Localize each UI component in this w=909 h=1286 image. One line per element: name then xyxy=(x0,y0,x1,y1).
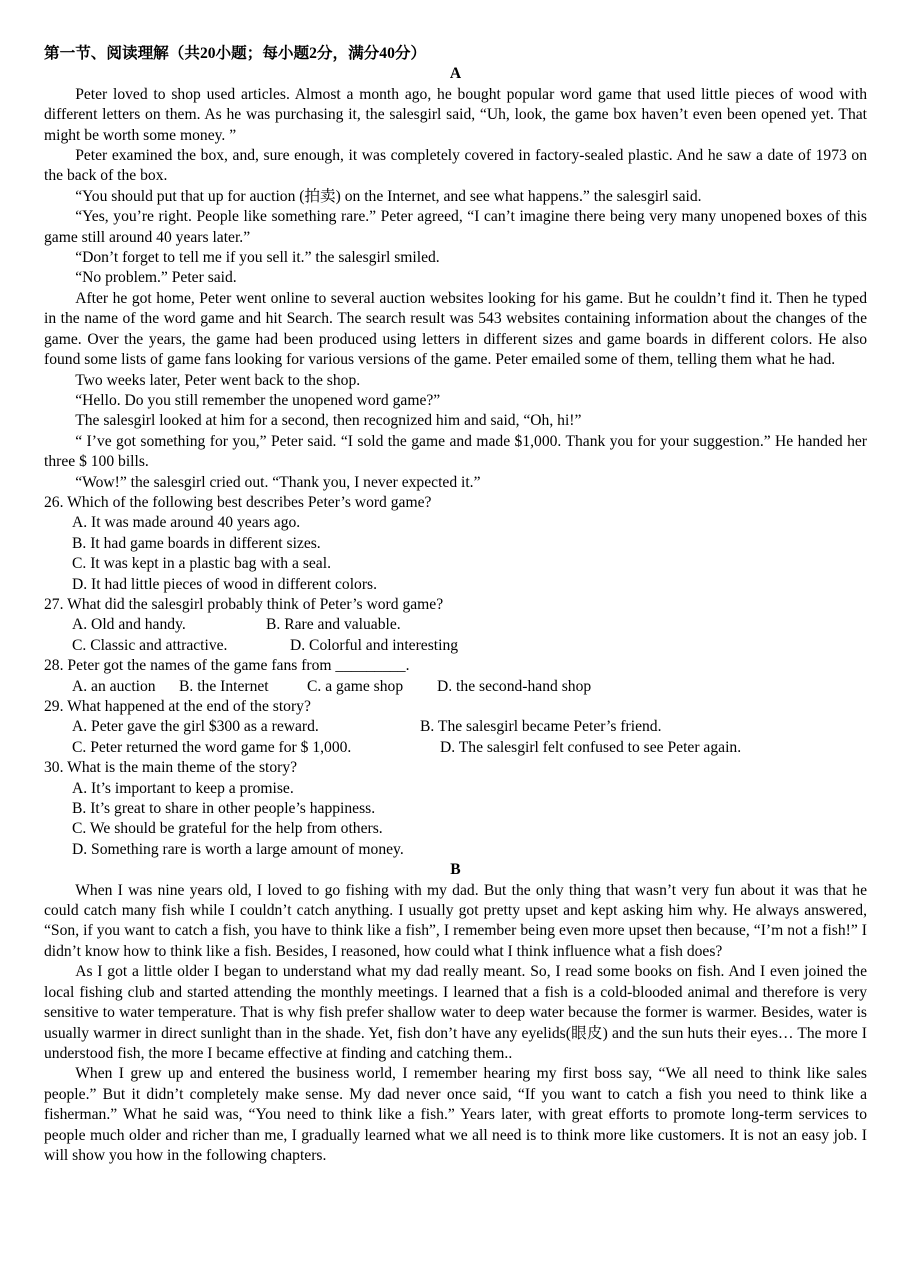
question-stem: 27. What did the salesgirl probably think of Peter’s word game? xyxy=(44,595,444,613)
option-d: D. Colorful and interesting xyxy=(290,636,459,654)
question-29 xyxy=(44,697,867,758)
passage-a-paragraph: “Wow!” the salesgirl cried out. “Thank you, I never expected it.” xyxy=(75,473,481,491)
option-d: D. The salesgirl felt confused to see Peter again. xyxy=(440,738,742,756)
question-26 xyxy=(44,493,867,595)
option-c: C. Peter returned the word game for $ 1,000. xyxy=(72,738,352,756)
question-stem: 28. Peter got the names of the game fans from _________. xyxy=(44,657,410,675)
passage-a-label: A xyxy=(449,65,462,83)
option-c: C. It was kept in a plastic bag with a seal. xyxy=(72,555,331,573)
passage-a-paragraph: “Don’t forget to tell me if you sell it.” the salesgirl smiled. xyxy=(75,249,440,267)
passage-b xyxy=(44,881,867,1167)
section-heading: 第一节、阅读理解（共20小题；每小题2分，满分40分） xyxy=(44,45,427,62)
option-d: D. Something rare is worth a large amount of money. xyxy=(72,840,404,858)
passage-a-paragraph: “No problem.” Peter said. xyxy=(75,269,237,287)
passage-b-label: B xyxy=(450,861,461,879)
option-a: A. Peter gave the girl $300 as a reward. xyxy=(72,718,319,736)
passage-a-paragraph: After he got home, Peter went online to several auction websites looking for his game. But he couldn’t find it. Then he typed in the name of the word game and hit Search. The search result was 543 websites containing information about the changes of the game. Over the years, the game had been produced using letters in different sizes and game boards in different colors. He also found some lists of game fans looking for various versions of the game. Peter emailed some of them, telling them what he had. xyxy=(44,289,867,369)
question-27 xyxy=(44,595,867,656)
question-stem: 30. What is the main theme of the story? xyxy=(44,759,298,777)
passage-b-paragraph: When I grew up and entered the business world, I remember hearing my first boss say, “We all need to think like sales people.” But it didn’t completely make sense. My dad never once said, “If you want to catch a fish you need to think like a fisherman.” What he said was, “You need to think like a fish.” Years later, with great efforts to promote long-term services to people much older and richer than me, I gradually learned what we all need is to think more like customers. It is not an easy job. I will show you how in the following chapters. xyxy=(44,1065,867,1164)
option-c: C. a game shop xyxy=(307,677,404,695)
question-stem: 26. Which of the following best describes Peter’s word game? xyxy=(44,493,432,511)
passage-a-paragraph: Peter examined the box, and, sure enough, it was completely covered in factory-sealed plastic. And he saw a date of 1973 on the back of the box. xyxy=(44,147,867,185)
option-b: B. It’s great to share in other people’s happiness. xyxy=(72,800,376,818)
option-c: C. Classic and attractive. xyxy=(72,636,228,654)
option-a: A. It’s important to keep a promise. xyxy=(72,779,294,797)
passage-a-paragraph: Peter loved to shop used articles. Almost a month ago, he bought popular word game that used little pieces of wood with different letters on them. As he was purchasing it, the salesgirl said, “Uh, look, the game box haven’t even been opened yet. That might be worth some money. ” xyxy=(44,85,867,144)
passage-a-paragraph: “Yes, you’re right. People like something rare.” Peter agreed, “I can’t imagine there being very many unopened boxes of this game still around 40 years later.” xyxy=(44,208,867,246)
passage-a-paragraph: Two weeks later, Peter went back to the shop. xyxy=(75,371,361,389)
option-b: B. It had game boards in different sizes. xyxy=(72,534,321,552)
passage-a-paragraph: “You should put that up for auction (拍卖) on the Internet, and see what happens.” the salesgirl said. xyxy=(75,187,702,205)
question-stem: 29. What happened at the end of the story? xyxy=(44,698,311,715)
passage-b-paragraph: As I got a little older I began to understand what my dad really meant. So, I read some books on fish. And I even joined the local fishing club and started attending the monthly meetings. I learned that a fish is a cold-blooded animal and therefore is very sensitive to water temperature. That is why fish prefer shallow water to deep water because the former is warmer. Besides, water is usually warmer in direct sunlight than in the shade. Yet, fish don’t have any eyelids(眼皮) and the sun huts their eyes… The more I understood fish, the more I became effective at finding and catching them.. xyxy=(44,963,867,1062)
passage-a-paragraph: “Hello. Do you still remember the unopened word game?” xyxy=(75,391,441,409)
passage-a-paragraph: “ I’ve got something for you,” Peter said. “I sold the game and made $1,000. Thank you for your suggestion.” He handed her three $ 100 bills. xyxy=(44,432,867,471)
option-d: D. the second-hand shop xyxy=(437,677,592,695)
option-a: A. Old and handy. xyxy=(72,616,186,634)
option-a: A. It was made around 40 years ago. xyxy=(72,514,301,532)
question-30 xyxy=(44,758,867,860)
passage-a xyxy=(44,85,867,493)
option-d: D. It had little pieces of wood in different colors. xyxy=(72,575,378,593)
option-a: A. an auction xyxy=(72,677,156,695)
passage-a-paragraph: The salesgirl looked at him for a second, then recognized him and said, “Oh, hi!” xyxy=(75,412,582,430)
passage-b-paragraph: When I was nine years old, I loved to go fishing with my dad. But the only thing that wasn’t very fun about it was that he could catch many fish while I couldn’t catch anything. I usually got pretty upset and kept asking him why. He always answered, “Son, if you want to catch a fish, you have to think like a fish”, I remember being even more upset then because, “I’m not a fish!” I didn’t know how to think like a fish. Besides, I reasoned, how could what I think influence what a fish does? xyxy=(44,881,867,960)
option-c: C. We should be grateful for the help from others. xyxy=(72,820,383,838)
option-b: B. The salesgirl became Peter’s friend. xyxy=(420,718,662,736)
option-b: B. the Internet xyxy=(179,677,269,695)
question-28 xyxy=(44,656,867,697)
option-b: B. Rare and valuable. xyxy=(266,616,401,634)
